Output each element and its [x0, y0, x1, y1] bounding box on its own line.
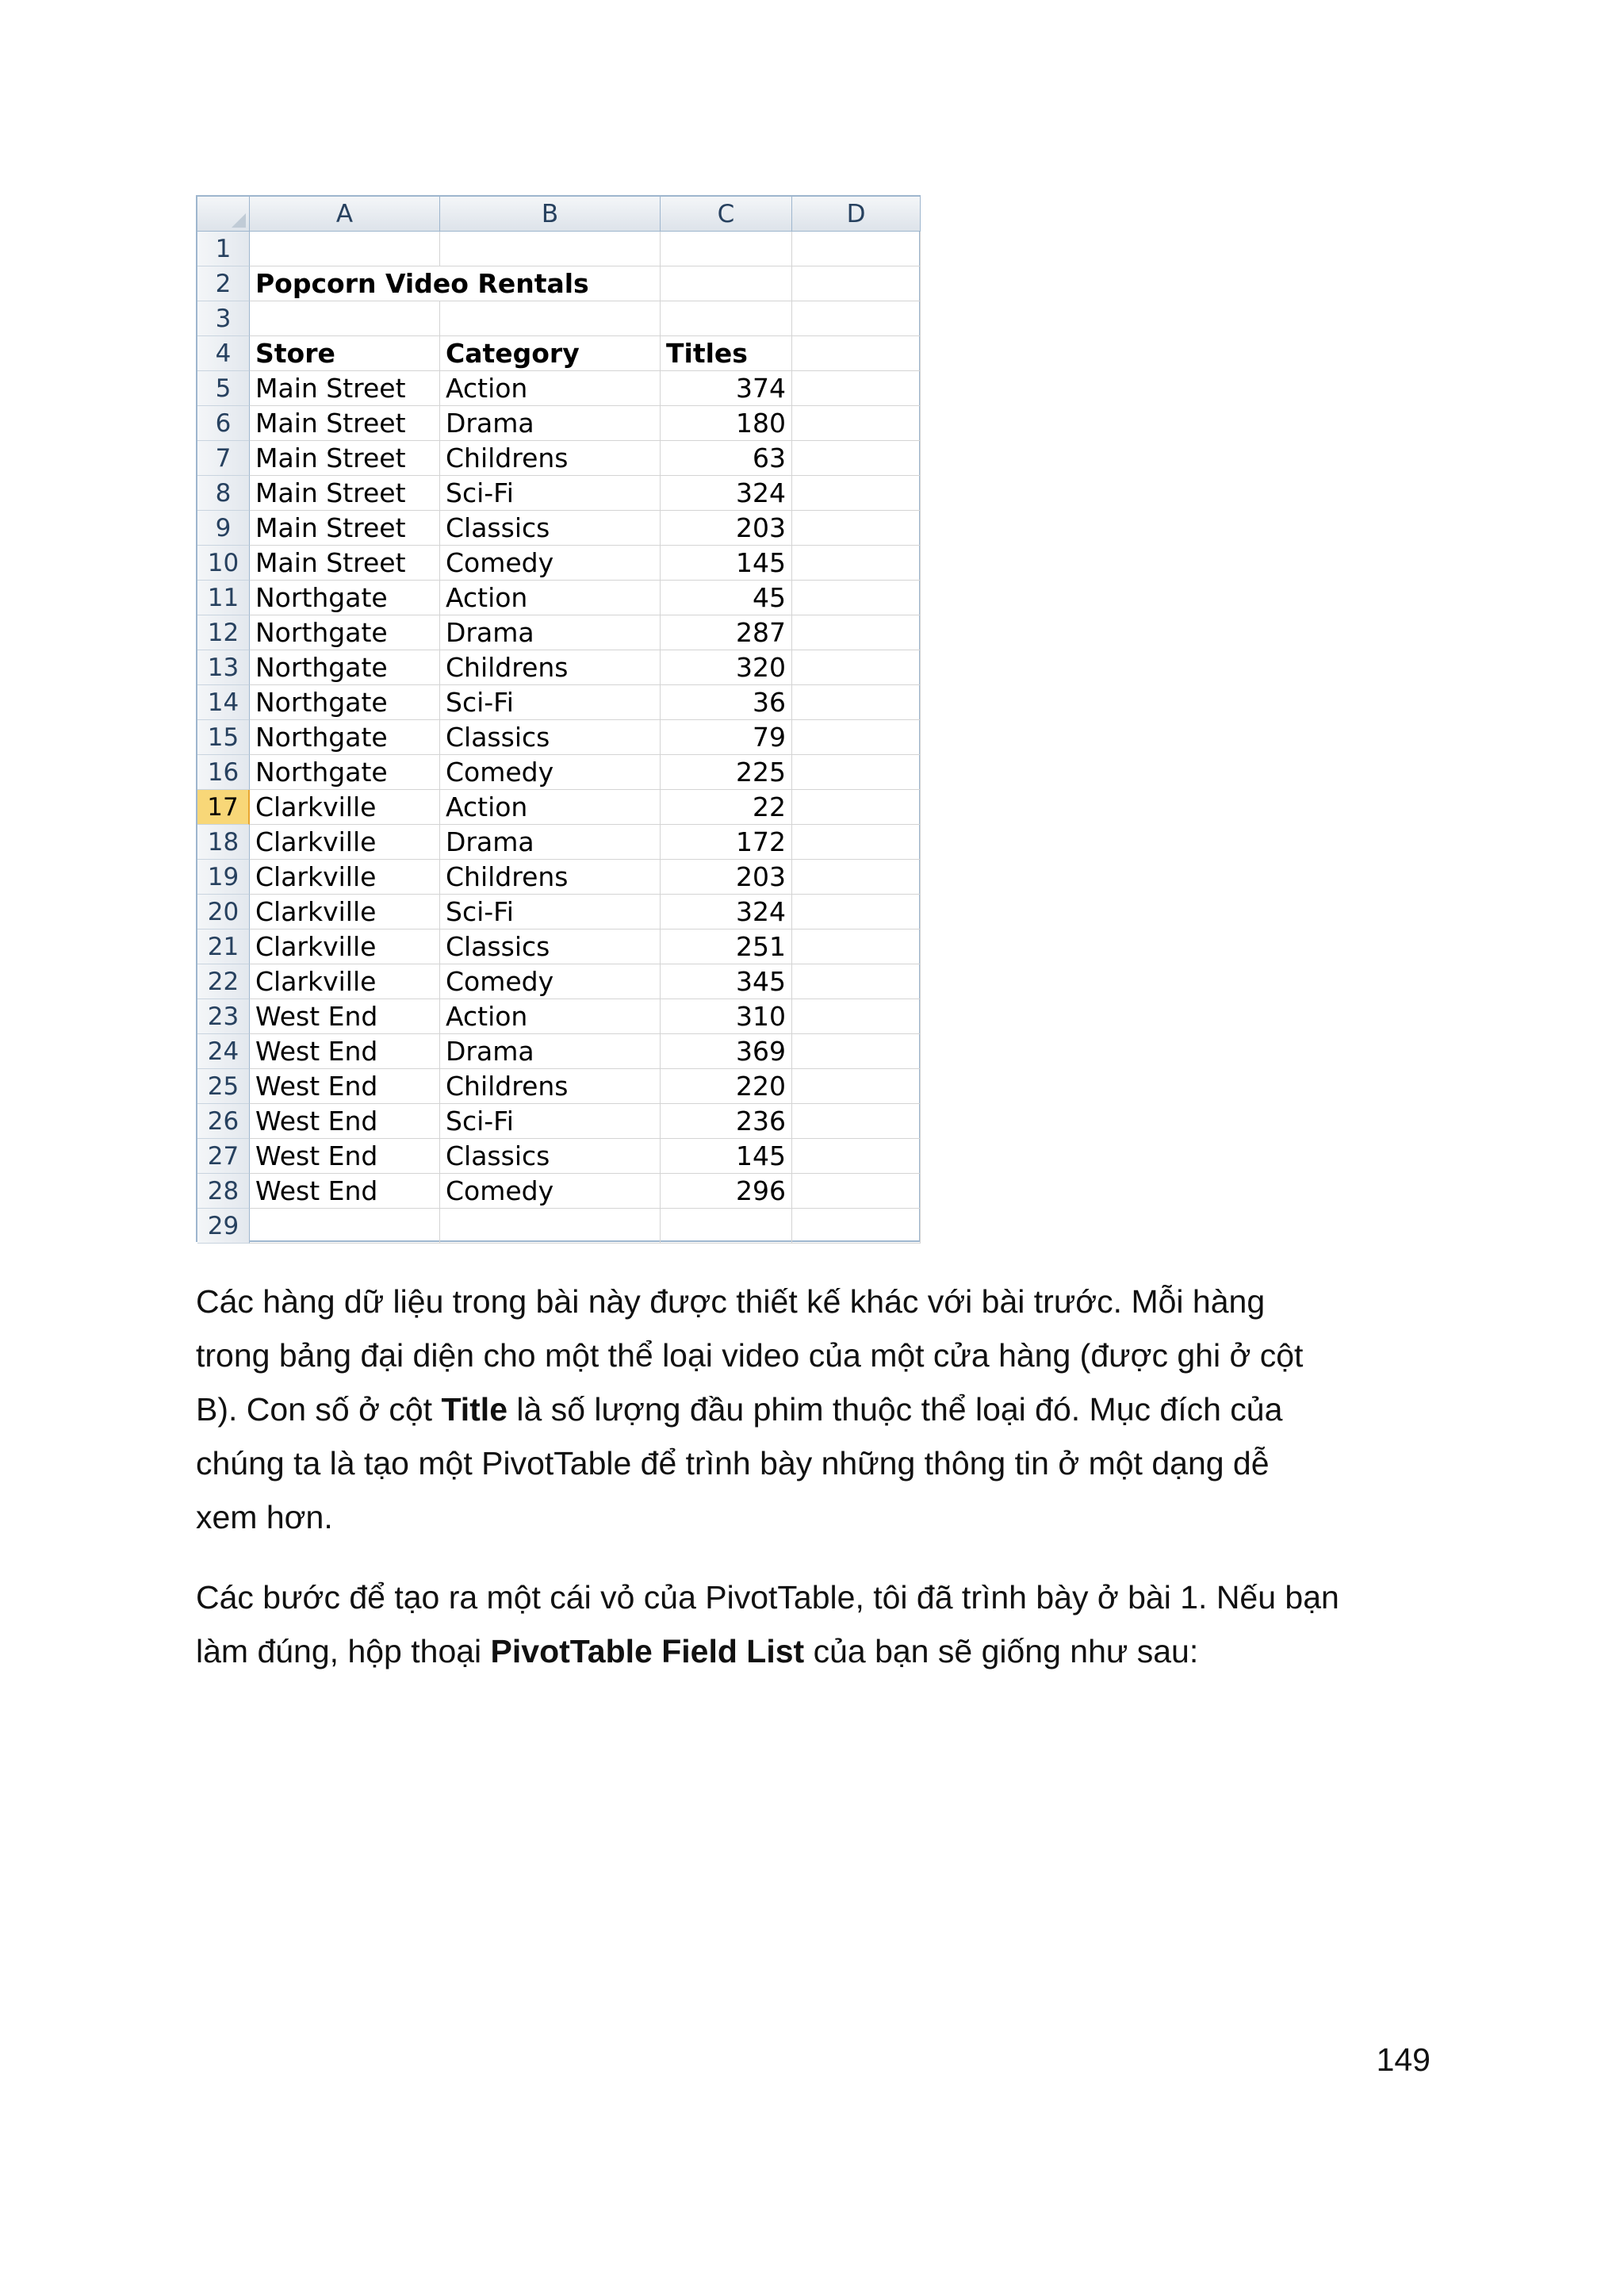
table-row	[197, 685, 919, 720]
table-row	[197, 930, 919, 964]
cell-c[interactable]: 287	[661, 615, 792, 650]
cell-d[interactable]	[792, 232, 921, 266]
cell-d[interactable]	[792, 930, 921, 964]
cell-b[interactable]: Comedy	[440, 755, 661, 790]
row-header[interactable]: 5	[197, 371, 250, 406]
cell-d[interactable]	[792, 1069, 921, 1104]
row-header[interactable]: 1	[197, 232, 250, 266]
cell-a[interactable]: Main Street	[250, 441, 440, 476]
cell-c[interactable]: 296	[661, 1174, 792, 1209]
cell-c[interactable]: 251	[661, 930, 792, 964]
table-row	[197, 1069, 919, 1104]
table-row	[197, 301, 919, 336]
cell-a[interactable]: Northgate	[250, 615, 440, 650]
cell-d[interactable]	[792, 511, 921, 546]
cell-c[interactable]: 145	[661, 546, 792, 581]
cell-a[interactable]: Northgate	[250, 685, 440, 720]
spreadsheet-screenshot	[196, 195, 921, 1242]
cell-a[interactable]: West End	[250, 999, 440, 1034]
table-row	[197, 1209, 919, 1244]
row-header[interactable]: 11	[197, 581, 250, 615]
cell-d[interactable]	[792, 685, 921, 720]
cell-a[interactable]: Clarkville	[250, 790, 440, 825]
cell-b[interactable]	[440, 232, 661, 266]
cell-d[interactable]	[792, 1174, 921, 1209]
row-header[interactable]: 16	[197, 755, 250, 790]
cell-a[interactable]: Main Street	[250, 371, 440, 406]
cell-a[interactable]: Store	[250, 336, 440, 371]
cell-c[interactable]	[661, 266, 792, 301]
table-row	[197, 1034, 919, 1069]
row-header[interactable]: 9	[197, 511, 250, 546]
column-header-b[interactable]: B	[440, 197, 661, 232]
paragraph-1-line-3-start: B). Con số ở cột	[196, 1391, 442, 1428]
row-header[interactable]: 14	[197, 685, 250, 720]
row-header[interactable]: 7	[197, 441, 250, 476]
table-row	[197, 720, 919, 755]
cell-a[interactable]: Northgate	[250, 650, 440, 685]
cell-c[interactable]: 225	[661, 755, 792, 790]
page-number: 149	[1376, 2041, 1431, 2078]
cell-c[interactable]: 145	[661, 1139, 792, 1174]
row-header[interactable]: 29	[197, 1209, 250, 1244]
cell-b[interactable]: Classics	[440, 930, 661, 964]
cell-a[interactable]: Clarkville	[250, 964, 440, 999]
cell-b[interactable]: Category	[440, 336, 661, 371]
cell-c[interactable]: 374	[661, 371, 792, 406]
cell-c[interactable]: 320	[661, 650, 792, 685]
cell-c[interactable]: 172	[661, 825, 792, 860]
row-header[interactable]: 21	[197, 930, 250, 964]
cell-a[interactable]	[250, 1209, 440, 1244]
table-row	[197, 232, 919, 266]
paragraph-2-line-2-end: của bạn sẽ giống như sau:	[804, 1633, 1199, 1669]
cell-a[interactable]: West End	[250, 1034, 440, 1069]
cell-b[interactable]: Drama	[440, 406, 661, 441]
cell-a[interactable]: West End	[250, 1174, 440, 1209]
title-bold-term: Title	[441, 1391, 508, 1428]
cell-b[interactable]: Classics	[440, 1139, 661, 1174]
cell-c[interactable]: 45	[661, 581, 792, 615]
cell-a[interactable]: Main Street	[250, 476, 440, 511]
row-header[interactable]: 25	[197, 1069, 250, 1104]
row-header[interactable]: 4	[197, 336, 250, 371]
cell-d[interactable]	[792, 476, 921, 511]
pivottable-field-list-bold-term: PivotTable Field List	[490, 1633, 805, 1669]
paragraph-1	[196, 1274, 1433, 1544]
cell-b[interactable]: Classics	[440, 511, 661, 546]
cell-d[interactable]	[792, 581, 921, 615]
table-row	[197, 790, 919, 825]
cell-d[interactable]	[792, 964, 921, 999]
cell-b[interactable]: Action	[440, 581, 661, 615]
cell-d[interactable]	[792, 336, 921, 371]
cell-d[interactable]	[792, 406, 921, 441]
paragraph-2-line-2	[196, 1624, 1433, 1678]
table-row	[197, 860, 919, 895]
table-row	[197, 371, 919, 406]
cell-d[interactable]	[792, 895, 921, 930]
table-row	[197, 441, 919, 476]
cell-a[interactable]: Main Street	[250, 546, 440, 581]
cell-a[interactable]: West End	[250, 1104, 440, 1139]
cell-a[interactable]	[250, 232, 440, 266]
cell-b[interactable]: Comedy	[440, 964, 661, 999]
cell-c[interactable]: 324	[661, 895, 792, 930]
column-header-a[interactable]: A	[250, 197, 440, 232]
table-row	[197, 406, 919, 441]
cell-d[interactable]	[792, 860, 921, 895]
select-all-corner[interactable]	[197, 197, 250, 232]
table-row	[197, 755, 919, 790]
row-header[interactable]: 17	[197, 790, 250, 825]
table-row	[197, 999, 919, 1034]
table-row	[197, 964, 919, 999]
cell-c[interactable]	[661, 232, 792, 266]
row-header[interactable]: 3	[197, 301, 250, 336]
cell-b[interactable]: Childrens	[440, 650, 661, 685]
row-header[interactable]: 15	[197, 720, 250, 755]
cell-b[interactable]: Drama	[440, 615, 661, 650]
cell-c[interactable]: 36	[661, 685, 792, 720]
cell-a[interactable]: Clarkville	[250, 860, 440, 895]
row-header[interactable]: 10	[197, 546, 250, 581]
cell-d[interactable]	[792, 650, 921, 685]
table-row	[197, 511, 919, 546]
cell-d[interactable]	[792, 720, 921, 755]
cell-c[interactable]: 79	[661, 720, 792, 755]
cell-c[interactable]: 22	[661, 790, 792, 825]
cell-a[interactable]: Northgate	[250, 720, 440, 755]
paragraph-1-line-3-end: là số lượng đầu phim thuộc thể loại đó. Mục đích của	[508, 1391, 1283, 1428]
row-header[interactable]: 8	[197, 476, 250, 511]
cell-b[interactable]: Action	[440, 790, 661, 825]
paragraph-2-line-1: Các bước để tạo ra một cái vỏ của PivotTable, tôi đã trình bày ở bài 1. Nếu bạn	[196, 1579, 1339, 1616]
cell-c[interactable]: 180	[661, 406, 792, 441]
paragraph-1-line-3	[196, 1382, 1433, 1436]
cell-b[interactable]: Sci-Fi	[440, 1104, 661, 1139]
row-header[interactable]: 6	[197, 406, 250, 441]
row-header[interactable]: 12	[197, 615, 250, 650]
cell-c[interactable]: 203	[661, 511, 792, 546]
paragraph-1-line-5: xem hơn.	[196, 1499, 333, 1535]
row-header[interactable]: 22	[197, 964, 250, 999]
cell-d[interactable]	[792, 301, 921, 336]
cell-c[interactable]: 220	[661, 1069, 792, 1104]
cell-d[interactable]	[792, 825, 921, 860]
select-all-triangle-icon	[232, 213, 246, 228]
cell-d[interactable]	[792, 266, 921, 301]
row-header[interactable]: 26	[197, 1104, 250, 1139]
cell-d[interactable]	[792, 546, 921, 581]
row-header[interactable]: 20	[197, 895, 250, 930]
table-row	[197, 336, 919, 371]
cell-b[interactable]: Action	[440, 999, 661, 1034]
paragraph-2-line-2-start: làm đúng, hộp thoại	[196, 1633, 491, 1669]
cell-c[interactable]: 345	[661, 964, 792, 999]
table-row	[197, 650, 919, 685]
cell-b[interactable]: Classics	[440, 720, 661, 755]
cell-a[interactable]: West End	[250, 1139, 440, 1174]
cell-b[interactable]: Sci-Fi	[440, 895, 661, 930]
column-header-row	[197, 197, 919, 232]
cell-a[interactable]: Northgate	[250, 755, 440, 790]
cell-c[interactable]: 236	[661, 1104, 792, 1139]
cell-c[interactable]: 369	[661, 1034, 792, 1069]
cell-d[interactable]	[792, 755, 921, 790]
cell-d[interactable]	[792, 441, 921, 476]
table-row	[197, 546, 919, 581]
table-row	[197, 1104, 919, 1139]
cell-a[interactable]: Popcorn Video Rentals	[250, 266, 440, 301]
row-header[interactable]: 27	[197, 1139, 250, 1174]
row-header[interactable]: 18	[197, 825, 250, 860]
paragraph-1-line-1: Các hàng dữ liệu trong bài này được thiết kế khác với bài trước. Mỗi hàng	[196, 1283, 1266, 1320]
table-row	[197, 266, 919, 301]
row-header[interactable]: 28	[197, 1174, 250, 1209]
paragraph-2	[196, 1570, 1433, 1678]
table-row	[197, 615, 919, 650]
table-row	[197, 825, 919, 860]
cell-d[interactable]	[792, 790, 921, 825]
table-row	[197, 476, 919, 511]
row-header[interactable]: 19	[197, 860, 250, 895]
cell-b[interactable]: Childrens	[440, 860, 661, 895]
cell-d[interactable]	[792, 1139, 921, 1174]
cell-b[interactable]: Sci-Fi	[440, 476, 661, 511]
cell-c[interactable]: 324	[661, 476, 792, 511]
table-row	[197, 1139, 919, 1174]
row-header[interactable]: 24	[197, 1034, 250, 1069]
cell-c[interactable]: 310	[661, 999, 792, 1034]
cell-b[interactable]: Drama	[440, 825, 661, 860]
cell-a[interactable]: Clarkville	[250, 825, 440, 860]
cell-a[interactable]: Clarkville	[250, 930, 440, 964]
table-row	[197, 895, 919, 930]
cell-b[interactable]: Childrens	[440, 1069, 661, 1104]
cell-d[interactable]	[792, 999, 921, 1034]
paragraph-1-line-2: trong bảng đại diện cho một thể loại video của một cửa hàng (được ghi ở cột	[196, 1337, 1304, 1374]
cell-b[interactable]: Comedy	[440, 1174, 661, 1209]
table-row	[197, 581, 919, 615]
column-header-c[interactable]: C	[661, 197, 792, 232]
cell-a[interactable]	[250, 301, 440, 336]
cell-b[interactable]: Drama	[440, 1034, 661, 1069]
cell-b[interactable]: Action	[440, 371, 661, 406]
cell-d[interactable]	[792, 1104, 921, 1139]
cell-b[interactable]	[440, 1209, 661, 1244]
cell-b[interactable]: Childrens	[440, 441, 661, 476]
cell-c[interactable]: Titles	[661, 336, 792, 371]
cell-b[interactable]: Sci-Fi	[440, 685, 661, 720]
row-header[interactable]: 23	[197, 999, 250, 1034]
cell-b[interactable]: Comedy	[440, 546, 661, 581]
table-row	[197, 1174, 919, 1209]
cell-a[interactable]: Northgate	[250, 581, 440, 615]
cell-c[interactable]	[661, 1209, 792, 1244]
row-header[interactable]: 2	[197, 266, 250, 301]
cell-d[interactable]	[792, 615, 921, 650]
cell-d[interactable]	[792, 371, 921, 406]
cell-c[interactable]	[661, 301, 792, 336]
cell-a[interactable]: Main Street	[250, 406, 440, 441]
cell-d[interactable]	[792, 1034, 921, 1069]
paragraph-1-line-4: chúng ta là tạo một PivotTable để trình bày những thông tin ở một dạng dễ	[196, 1445, 1270, 1481]
cell-c[interactable]: 203	[661, 860, 792, 895]
cell-a[interactable]: Main Street	[250, 511, 440, 546]
cell-d[interactable]	[792, 1209, 921, 1244]
cell-c[interactable]: 63	[661, 441, 792, 476]
cell-a[interactable]: West End	[250, 1069, 440, 1104]
row-header[interactable]: 13	[197, 650, 250, 685]
column-header-d[interactable]: D	[792, 197, 921, 232]
cell-b[interactable]	[440, 301, 661, 336]
cell-a[interactable]: Clarkville	[250, 895, 440, 930]
